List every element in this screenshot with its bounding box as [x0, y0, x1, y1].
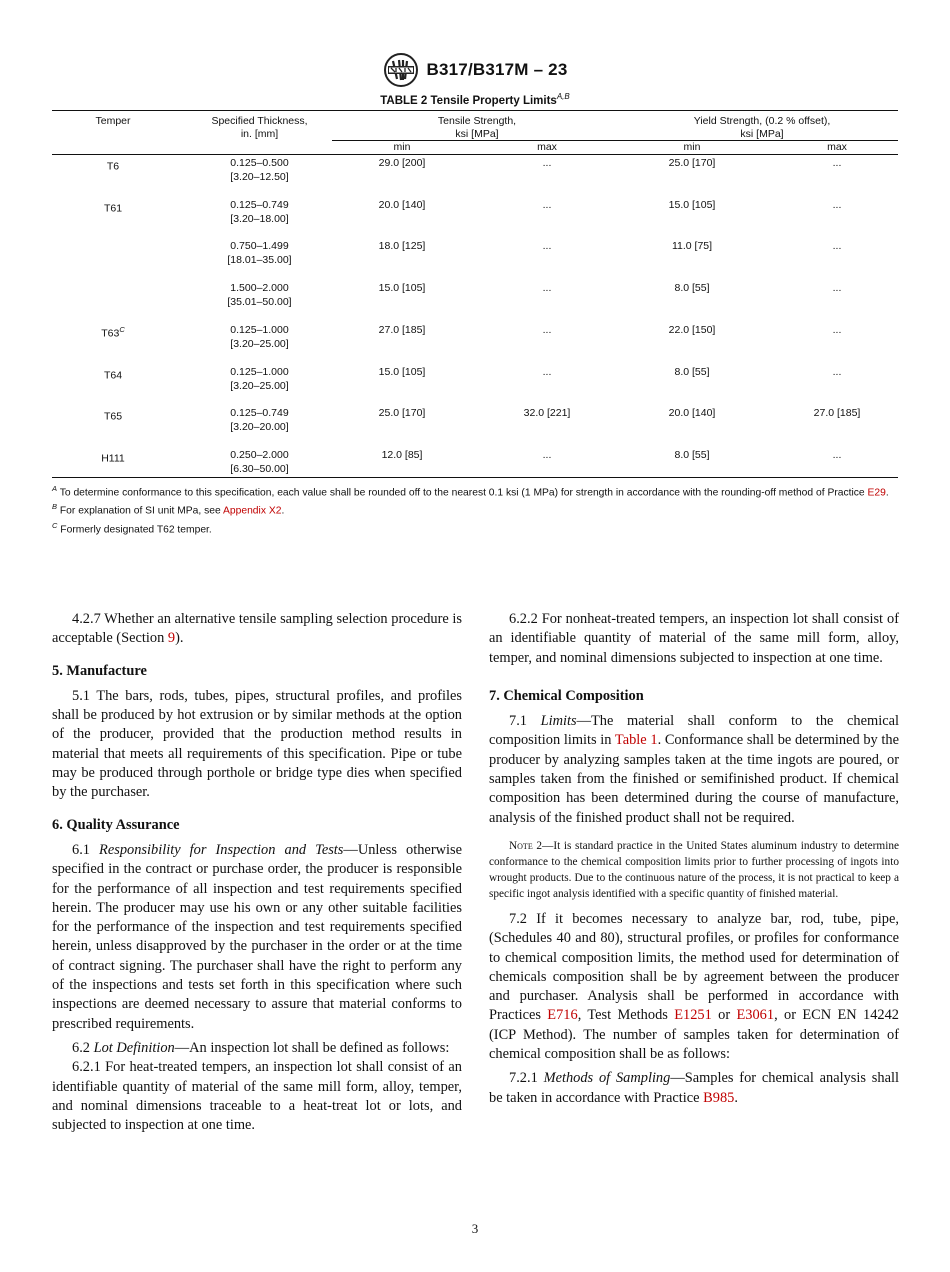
link-table-1[interactable]: Table 1: [614, 732, 658, 749]
table-row: [52, 198, 898, 240]
table-row: [52, 281, 898, 323]
footnote-c: $^C$ Formerly designated T62 temper.: [52, 520, 212, 536]
astm-logo-icon: [383, 52, 419, 88]
cell-thickness: 0.750–1.499 [18.01–35.00]: [227, 240, 292, 266]
cell-tensile-min: 25.0 [170]: [378, 407, 426, 419]
cell-temper: H111: [101, 452, 125, 465]
paragraph-7-2: 7.2 If it becomes necessary to analyze bar, rod, tube, pipe, (Schedules 40 and 80), structural profiles, or profiles for conformance to chemical composition limits, the method used for determination of chemicals composition shall be by agreement between the producer and purchaser. Analysis shall be performed in accordance with Practices E716, Test Methods E1251 or E3061, or ECN EN 14242 (ICP Method). The number of samples taken for determination of chemical composition shall be as follows:: [489, 910, 899, 1063]
header-temper: Temper: [95, 115, 131, 127]
link-section-9[interactable]: 9: [167, 630, 176, 647]
cell-tensile-max: ...: [542, 157, 552, 169]
header-thickness-line1: Specified Thickness,: [211, 115, 308, 127]
header-yield-max: max: [827, 141, 847, 153]
cell-yield-min: 8.0 [55]: [674, 366, 710, 378]
header-thickness-line2: in. [mm]: [240, 128, 279, 140]
header-thickness: [182, 115, 337, 141]
cell-thickness: 0.250–2.000 [6.30–50.00]: [230, 449, 289, 475]
header-yield-line1: Yield Strength, (0.2 % offset),: [693, 115, 831, 127]
cell-yield-max: ...: [832, 366, 842, 378]
link-appendix-x2[interactable]: Appendix X2: [223, 505, 282, 517]
cell-tensile-max: ...: [542, 449, 552, 461]
footnote-a: $^A$ To determine conformance to this specification, each value shall be rounded off to the nearest 0.1 ksi (1 MPa) for strength in accordance with the rounding-off method of Practice E29.: [52, 484, 889, 499]
cell-tensile-min: 15.0 [105]: [378, 282, 426, 294]
cell-yield-max: 27.0 [185]: [813, 407, 861, 419]
table-row: [52, 239, 898, 281]
standard-designation: B317/B317M – 23: [426, 60, 568, 79]
paragraph-7-1: 7.1 Limits—The material shall conform to the chemical composition limits in Table 1. Conformance shall be determined by the producer by analyzing samples taken at the time ingots are poured, or samples taken from the finished or semifinished product. If chemical composition has been determined during the course of manufacture, analysis of the finished product shall not be required.: [489, 713, 900, 826]
cell-yield-min: 11.0 [75]: [671, 240, 713, 252]
cell-tensile-max: ...: [542, 324, 552, 336]
tensile-property-table: [52, 111, 898, 475]
link-e29[interactable]: E29: [867, 487, 886, 499]
header-tensile-max: max: [537, 141, 557, 153]
table-title: [0, 92, 950, 107]
cell-yield-min: 22.0 [150]: [668, 324, 716, 336]
page-header: [0, 50, 950, 90]
header-tensile-line2: ksi [MPa]: [455, 128, 499, 140]
cell-yield-max: ...: [832, 324, 842, 336]
cell-yield-max: ...: [832, 157, 842, 169]
table-title-footnote-marks: A,B: [556, 92, 570, 101]
link-e3061[interactable]: E3061: [736, 1007, 775, 1024]
table-header: [52, 111, 898, 155]
note-2: Note 2—It is standard practice in the United States aluminum industry to determine conformance to the chemical composition limits prior to further processing of ingots into wrought products. Due to the continuous nature of the process, it is not practical to keep a specific ingot analysis identified with a specific quantity of finished material.: [489, 839, 899, 900]
cell-thickness: 1.500–2.000 [35.01–50.00]: [227, 282, 292, 308]
cell-yield-min: 15.0 [105]: [668, 199, 716, 211]
table-row: [52, 323, 898, 365]
paragraph-6-2-2: 6.2.2 For nonheat-treated tempers, an inspection lot shall consist of an identifiable quantity of material of the same mill form, alloy, temper, and nominal dimensions subjected to inspection at one time.: [489, 611, 899, 666]
cell-tensile-max: 32.0 [221]: [523, 407, 571, 419]
cell-tensile-min: 12.0 [85]: [381, 449, 423, 461]
cell-tensile-min: 18.0 [125]: [378, 240, 426, 252]
table-footnotes: [52, 482, 900, 537]
table-row: [52, 365, 898, 407]
cell-temper: T65: [103, 410, 123, 423]
paragraph-6-2-1: 6.2.1 For heat-treated tempers, an inspection lot shall consist of an identifiable quantity of material of the same mill form, alloy, temper, and nominal dimensions traceable to a heat-treat lot or lots, and subjected to inspection at one time.: [52, 1059, 462, 1134]
cell-yield-min: 25.0 [170]: [668, 157, 716, 169]
cell-thickness: 0.125–0.749 [3.20–18.00]: [230, 199, 289, 225]
header-yield-line2: ksi [MPa]: [740, 128, 784, 140]
header-yield: [617, 115, 907, 141]
section-heading-manufacture: 5. Manufacture: [52, 662, 147, 679]
section-heading-quality-assurance: 6. Quality Assurance: [52, 816, 180, 833]
link-e716[interactable]: E716: [547, 1007, 578, 1024]
cell-yield-max: ...: [832, 282, 842, 294]
cell-temper: T64: [103, 369, 123, 382]
cell-thickness: 0.125–1.000 [3.20–25.00]: [230, 366, 289, 392]
cell-tensile-min: 27.0 [185]: [378, 324, 426, 336]
cell-yield-min: 8.0 [55]: [674, 282, 710, 294]
paragraph-5-1: 5.1 The bars, rods, tubes, pipes, structural profiles, and profiles shall be produced by hot extrusion or by similar methods at the option of the producer, provided that the production method results in material that meets all requirements of this specification. Pipe or tube may be produced through porthole or bridge type dies when specified by the purchaser.: [52, 687, 462, 801]
cell-temper: T6: [106, 160, 120, 173]
cell-yield-max: ...: [832, 449, 842, 461]
paragraph-6-2: 6.2 Lot Definition—An inspection lot shall be defined as follows:: [72, 1039, 450, 1056]
cell-tensile-min: 29.0 [200]: [378, 157, 426, 169]
cell-temper: $T63^C$: [101, 325, 125, 340]
cell-tensile-max: ...: [542, 240, 552, 252]
cell-tensile-max: ...: [542, 282, 552, 294]
paragraph-6-1: 6.1 Responsibility for Inspection and Tests—Unless otherwise specified in the contract or purchase order, the producer is responsible for the performance of all inspection and test requirements specified herein. The producer may use his own or any other suitable facilities for the performance of the inspection and test requirements specified herein, unless disapproved by the purchaser in the order or at the time of contract signing. The purchaser shall have the right to perform any of the inspections and tests set forth in this specification where such inspections are deemed necessary to assure that material conforms to prescribed requirements.: [52, 841, 462, 1032]
cell-tensile-min: 15.0 [105]: [378, 366, 426, 378]
link-b985[interactable]: B985: [703, 1089, 735, 1106]
table-row: [52, 156, 898, 198]
right-column: [489, 610, 899, 1108]
cell-yield-max: ...: [832, 199, 842, 211]
section-heading-chemical-composition: 7. Chemical Composition: [489, 687, 644, 704]
page-number: 3: [471, 1221, 479, 1236]
cell-yield-max: ...: [832, 240, 842, 252]
footnote-b: $^B$ For explanation of SI unit MPa, see Appendix X2.: [52, 502, 285, 517]
paragraph-4-2-7: 4.2.7 Whether an alternative tensile sampling selection procedure is acceptable (Section 9).: [52, 611, 462, 647]
cell-thickness: 0.125–0.500 [3.20–12.50]: [230, 157, 289, 183]
paragraph-7-2-1: 7.2.1 Methods of Sampling—Samples for chemical analysis shall be taken in accordance with Practice B985.: [489, 1070, 899, 1106]
cell-tensile-max: ...: [542, 199, 552, 211]
cell-tensile-max: ...: [542, 366, 552, 378]
cell-temper: T61: [103, 202, 123, 215]
link-e1251[interactable]: E1251: [674, 1007, 712, 1024]
header-bottom-rule: [52, 154, 898, 155]
cell-thickness: 0.125–1.000 [3.20–25.00]: [230, 324, 289, 350]
table-title-text: TABLE 2 Tensile Property Limits: [380, 94, 557, 107]
header-tensile: [332, 115, 622, 141]
table-row: [52, 406, 898, 448]
cell-yield-min: 8.0 [55]: [674, 449, 710, 461]
header-yield-min: min: [683, 141, 701, 153]
cell-thickness: 0.125–0.749 [3.20–20.00]: [230, 407, 289, 433]
header-tensile-line1: Tensile Strength,: [437, 115, 517, 127]
left-column: [52, 610, 462, 1135]
header-tensile-min: min: [393, 141, 411, 153]
cell-tensile-min: 20.0 [140]: [378, 199, 426, 211]
cell-yield-min: 20.0 [140]: [668, 407, 716, 419]
table-bottom-rule: [52, 477, 898, 478]
